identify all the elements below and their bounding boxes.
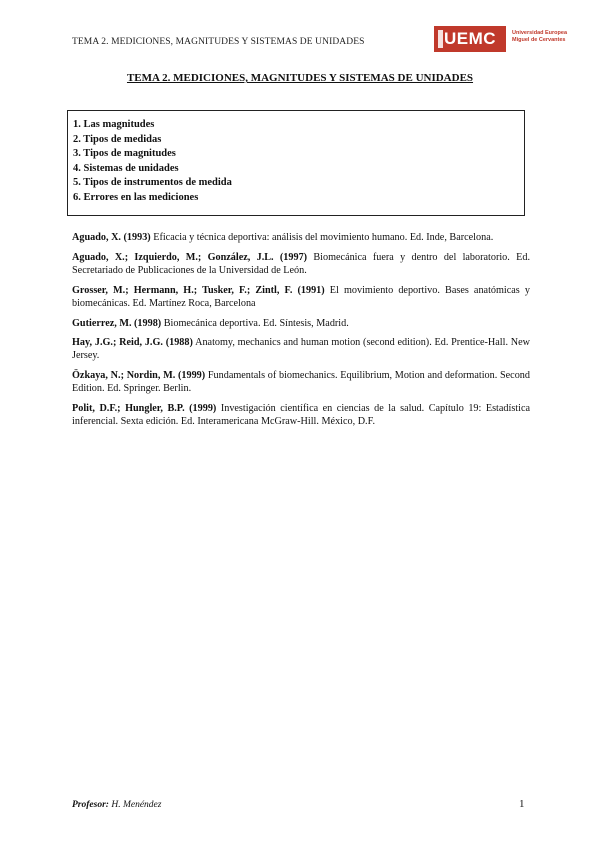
reference-text: Biomecánica fuera y dentro del laboratorio. Ed. Secretariado de Publicaciones de la Universidad de León.	[72, 251, 530, 276]
toc-item-3: 3. Tipos de magnitudes	[73, 148, 176, 159]
table-of-contents	[67, 110, 525, 216]
professor-name: H. Menéndez	[111, 800, 162, 810]
toc-item-5: 5. Tipos de instrumentos de medida	[73, 177, 232, 188]
professor-label: Profesor:	[72, 800, 109, 810]
reference-item	[72, 251, 530, 277]
toc-item-2: 2. Tipos de medidas	[73, 133, 162, 145]
reference-authors: Gutierrez, M. (1998)	[72, 317, 162, 329]
running-header: TEMA 2. MEDICIONES, MAGNITUDES Y SISTEMAS DE UNIDADES	[72, 37, 365, 47]
reference-item	[72, 284, 530, 310]
logo-box	[434, 26, 506, 52]
logo-mark-icon	[438, 30, 443, 48]
logo-text: UEMC	[443, 29, 497, 48]
reference-authors: Aguado, X. (1993)	[72, 232, 151, 243]
reference-text: Anatomy, mechanics and human motion (second edition). Ed. Prentice-Hall. New Jersey.	[72, 337, 531, 362]
reference-item	[72, 402, 530, 428]
reference-item	[72, 317, 530, 330]
document-title: TEMA 2. MEDICIONES, MAGNITUDES Y SISTEMAS DE UNIDADES	[126, 72, 474, 84]
logo-subtitle: Universidad Europea Miguel de Cervantes	[512, 30, 568, 43]
reference-text: Fundamentals of biomechanics. Equilibrium, Motion and deformation. Second Edition. Ed. Springer. Berlin.	[72, 370, 530, 395]
reference-authors: Aguado, X.; Izquierdo, M.; González, J.L. (1997)	[72, 251, 308, 263]
reference-authors: Özkaya, N.; Nordin, M. (1999)	[72, 370, 206, 382]
toc-item-4: 4. Sistemas de unidades	[73, 162, 179, 174]
toc-item-6: 6. Errores en las mediciones	[73, 191, 199, 203]
reference-authors: Hay, J.G.; Reid, J.G. (1988)	[72, 337, 193, 349]
reference-list	[72, 231, 530, 435]
reference-text: Biomecánica deportiva. Ed. Síntesis, Madrid.	[161, 317, 349, 329]
reference-item	[72, 369, 530, 395]
reference-text: El movimiento deportivo. Bases anatómicas y biomecánicas. Ed. Martínez Roca, Barcelona	[72, 284, 530, 309]
footer-professor	[72, 800, 161, 810]
reference-item	[72, 336, 530, 362]
page-number: 1	[519, 798, 525, 810]
reference-text: Eficacia y técnica deportiva: análisis del movimiento humano. Ed. Inde, Barcelona.	[150, 232, 494, 243]
toc-item-1: 1. Las magnitudes	[73, 119, 155, 130]
reference-authors: Polit, D.F.; Hungler, B.P. (1999)	[72, 403, 217, 415]
uemc-logo	[434, 26, 574, 54]
reference-item	[72, 231, 530, 244]
reference-text: Investigación científica en ciencias de la salud. Capítulo 19: Estadística inferencial. Sexta edición. Ed. Interamericana McGraw-Hill. México, D.F.	[72, 403, 530, 428]
reference-authors: Grosser, M.; Hermann, H.; Tusker, F.; Zintl, F. (1991)	[72, 284, 325, 296]
